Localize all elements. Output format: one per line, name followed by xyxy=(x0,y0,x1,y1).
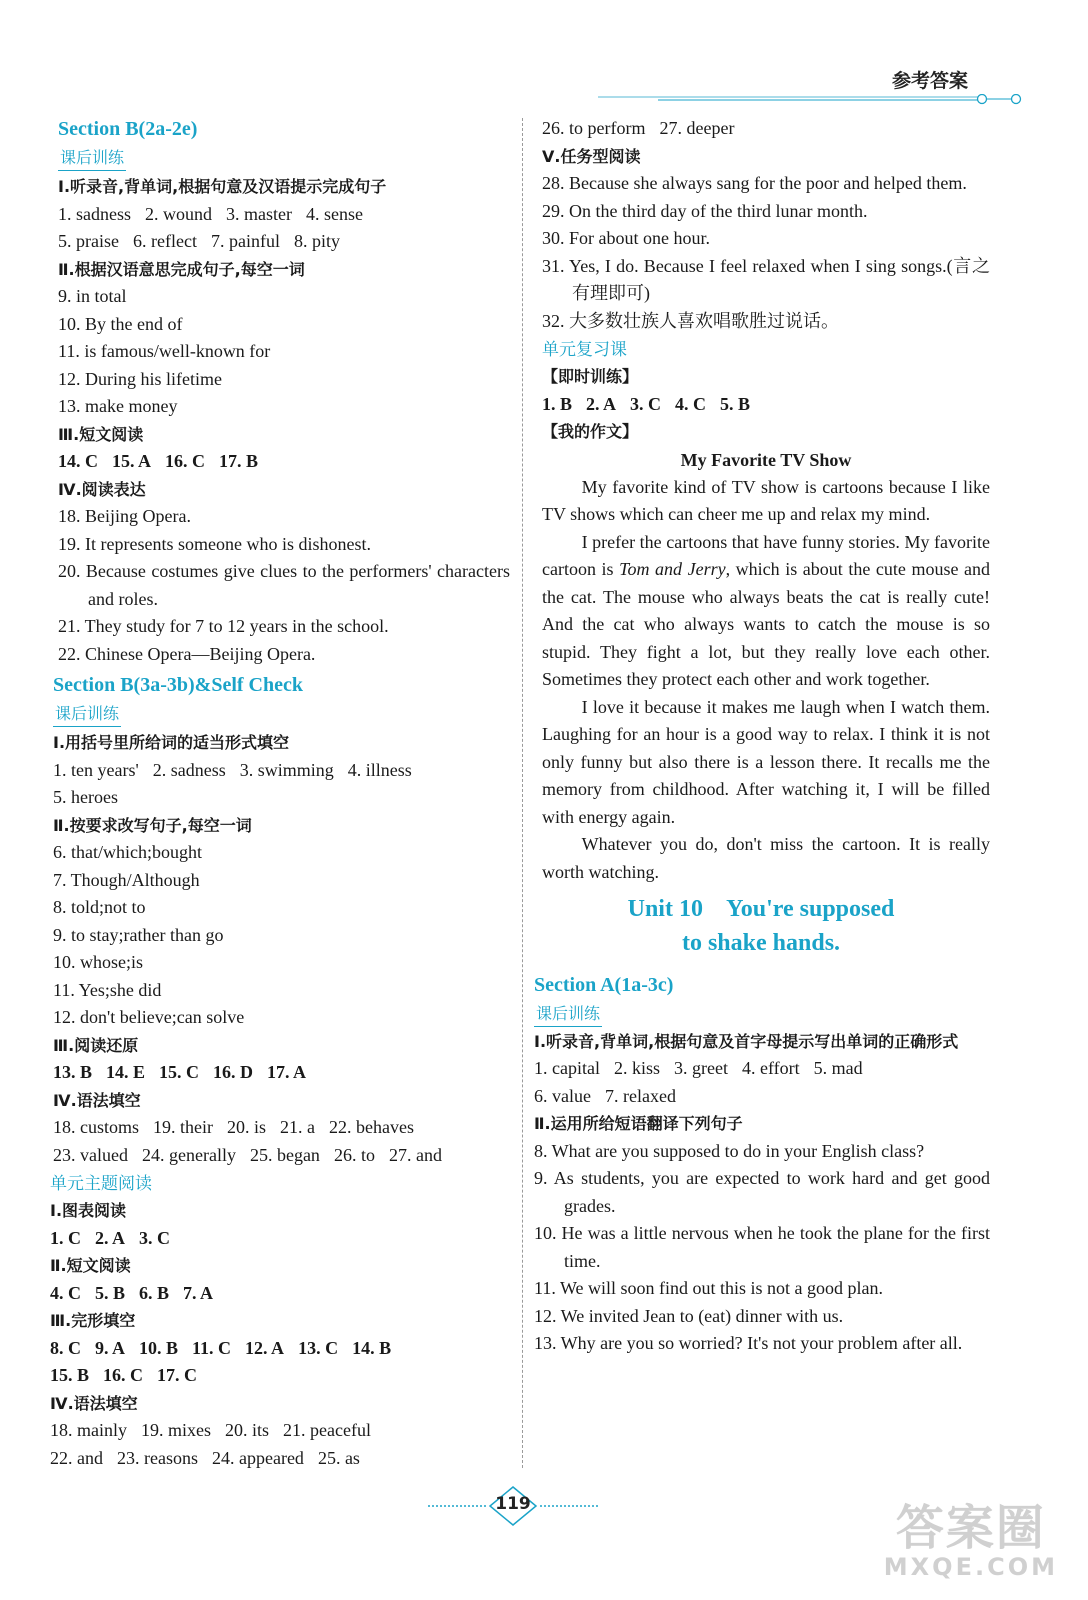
answer-line: 28. Because she always sang for the poor and helped them. xyxy=(542,173,967,193)
column-divider xyxy=(522,118,523,1468)
sub-heading: Ⅱ.根据汉语意思完成句子,每空一词 xyxy=(58,259,305,279)
practice-label: 课后训练 xyxy=(58,146,126,171)
answer-row: 13. B 14. E 15. C 16. D 17. A xyxy=(53,1062,307,1082)
practice-label: 课后训练 xyxy=(534,1002,602,1027)
answer-line: 18. Beijing Opera. xyxy=(58,506,191,526)
answer-line: 30. For about one hour. xyxy=(542,228,710,248)
sub-heading: Ⅴ.任务型阅读 xyxy=(542,146,641,166)
answer-line: 32. 大多数壮族人喜欢唱歌胜过说话。 xyxy=(542,310,839,331)
watermark: 答案圈 MXQE.COM xyxy=(883,1500,1058,1581)
answer-line: 13. Why are you so worried? It's not your problem after all. xyxy=(534,1333,963,1353)
sub-heading: Ⅱ.按要求改写句子,每空一词 xyxy=(53,815,252,835)
answer-row: 8. C 9. A 10. B 11. C 12. A 13. C 14. B xyxy=(50,1337,392,1358)
answer-line: 10. He was a little nervous when he took the plane for the first time. xyxy=(534,1223,990,1271)
answer-row: 1. sadness 2. wound 3. master 4. sense xyxy=(58,203,363,224)
answer-line: 9. As students, you are expected to work hard and get good grades. xyxy=(534,1168,990,1216)
answer-line: 8. told;not to xyxy=(53,897,146,917)
practice-label: 课后训练 xyxy=(53,702,121,727)
answer-row: 18. mainly 19. mixes 20. its 21. peaceful xyxy=(50,1420,371,1440)
section-title: Section B(2a-2e) xyxy=(58,118,198,140)
answer-line: 31. Yes, I do. Because I feel relaxed when I sing songs.(言之有理即可) xyxy=(542,255,990,303)
answer-row: 14. C 15. A 16. C 17. B xyxy=(58,451,259,471)
answer-row: 1. ten years' 2. sadness 3. swimming 4. illness xyxy=(53,759,412,780)
unit-title: Unit 10 You're supposed to shake hands. xyxy=(627,896,895,956)
answer-line: 8. What are you supposed to do in your English class? xyxy=(534,1140,925,1161)
sub-heading: 【即时训练】 xyxy=(542,367,639,386)
sub-heading: Ⅱ.运用所给短语翻译下列句子 xyxy=(534,1114,743,1133)
answer-line: 9. to stay;rather than go xyxy=(53,924,224,945)
answer-line: 22. Chinese Opera—Beijing Opera. xyxy=(58,643,316,664)
answer-line: 9. in total xyxy=(58,286,127,306)
sub-heading: Ⅰ.听录音,背单词,根据句意及首字母提示写出单词的正确形式 xyxy=(534,1032,959,1051)
sub-heading: Ⅲ.完形填空 xyxy=(50,1311,136,1330)
answer-line: 12. don't believe;can solve xyxy=(53,1007,245,1027)
sub-heading: Ⅳ.阅读表达 xyxy=(58,479,146,499)
essay-paragraph: I love it because it makes me laugh when I watch them. Laughing for an hour is a good way to relax. I think it is not only funny but also there is a lesson there. It recalls me the memory from childhood. After watching it, I will be filled with energy again. xyxy=(542,696,990,827)
answer-line: 20. Because costumes give clues to the performers' characters and roles. xyxy=(58,561,510,609)
answer-line: 21. They study for 7 to 12 years in the school. xyxy=(58,616,389,636)
header-title: 参考答案 xyxy=(892,70,969,92)
answer-row: 1. C 2. A 3. C xyxy=(50,1227,171,1248)
right-column xyxy=(532,115,990,1358)
answer-row: 18. customs 19. their 20. is 21. a 22. behaves xyxy=(53,1117,415,1137)
answer-row: 4. C 5. B 6. B 7. A xyxy=(50,1282,214,1303)
sub-heading: Ⅳ.语法填空 xyxy=(50,1393,138,1413)
sub-heading: Ⅰ.图表阅读 xyxy=(50,1201,127,1220)
answer-line: 6. that/which;bought xyxy=(53,842,202,862)
sub-heading: Ⅲ.短文阅读 xyxy=(58,424,144,444)
answer-row: 5. praise 6. reflect 7. painful 8. pity xyxy=(58,231,340,251)
sub-heading: Ⅰ.听录音,背单词,根据句意及汉语提示完成句子 xyxy=(58,177,387,196)
answer-row: 1. capital 2. kiss 3. greet 4. effort 5. mad xyxy=(534,1058,863,1078)
sub-heading: 【我的作文】 xyxy=(542,422,639,441)
answer-line: 10. whose;is xyxy=(53,952,143,972)
answer-row: 26. to perform 27. deeper xyxy=(542,118,735,138)
essay-paragraph: Whatever you do, don't miss the cartoon. It is really worth watching. xyxy=(542,834,990,882)
sub-heading: Ⅲ.阅读还原 xyxy=(53,1035,139,1055)
answer-line: 29. On the third day of the third lunar month. xyxy=(542,200,868,221)
answer-line: 5. heroes xyxy=(53,787,118,807)
answer-line: 11. We will soon find out this is not a good plan. xyxy=(534,1278,884,1298)
answer-row: 1. B 2. A 3. C 4. C 5. B xyxy=(542,393,751,414)
answer-row: 23. valued 24. generally 25. began 26. to 27. and xyxy=(53,1144,442,1165)
answer-row: 15. B 16. C 17. C xyxy=(50,1365,198,1385)
answer-line: 10. By the end of xyxy=(58,313,183,334)
answer-line: 12. We invited Jean to (eat) dinner with us. xyxy=(534,1305,844,1326)
sub-heading: Ⅱ.短文阅读 xyxy=(50,1256,131,1275)
answer-line: 19. It represents someone who is dishonest. xyxy=(58,533,371,554)
left-column xyxy=(50,112,510,1472)
section-title: Section A(1a-3c) xyxy=(534,974,674,996)
section-title: 单元主题阅读 xyxy=(50,1174,152,1194)
page-number: 119 xyxy=(495,1494,531,1514)
essay-paragraph: My favorite kind of TV show is cartoons because I like TV shows which can cheer me up and relax my mind. xyxy=(542,476,990,524)
sub-heading: Ⅰ.用括号里所给词的适当形式填空 xyxy=(53,733,290,752)
answer-line: 11. Yes;she did xyxy=(53,979,162,1000)
essay-paragraph: I prefer the cartoons that have funny stories. My favorite cartoon is Tom and Jerry, which is about the cute mouse and the cat. The mouse who always beats the cat is really cute! And the cat who always wants to catch the mouse is so stupid. They fight a lot, but they really love each other. Sometimes they protect each other and work together. xyxy=(542,531,990,689)
answer-row: 6. value 7. relaxed xyxy=(534,1085,676,1106)
section-title: 单元复习课 xyxy=(542,340,627,360)
answer-line: 7. Though/Although xyxy=(53,869,200,890)
answer-line: 12. During his lifetime xyxy=(58,368,222,389)
answer-row: 22. and 23. reasons 24. appeared 25. as xyxy=(50,1447,360,1468)
cartoon-title: Tom and Jerry xyxy=(619,559,726,579)
answer-line: 11. is famous/well-known for xyxy=(58,341,271,361)
answer-line: 13. make money xyxy=(58,396,178,416)
sub-heading: Ⅳ.语法填空 xyxy=(53,1090,141,1110)
essay-title: My Favorite TV Show xyxy=(680,449,852,470)
section-title: Section B(3a-3b)&Self Check xyxy=(53,674,303,696)
header-decoration xyxy=(598,94,1022,106)
